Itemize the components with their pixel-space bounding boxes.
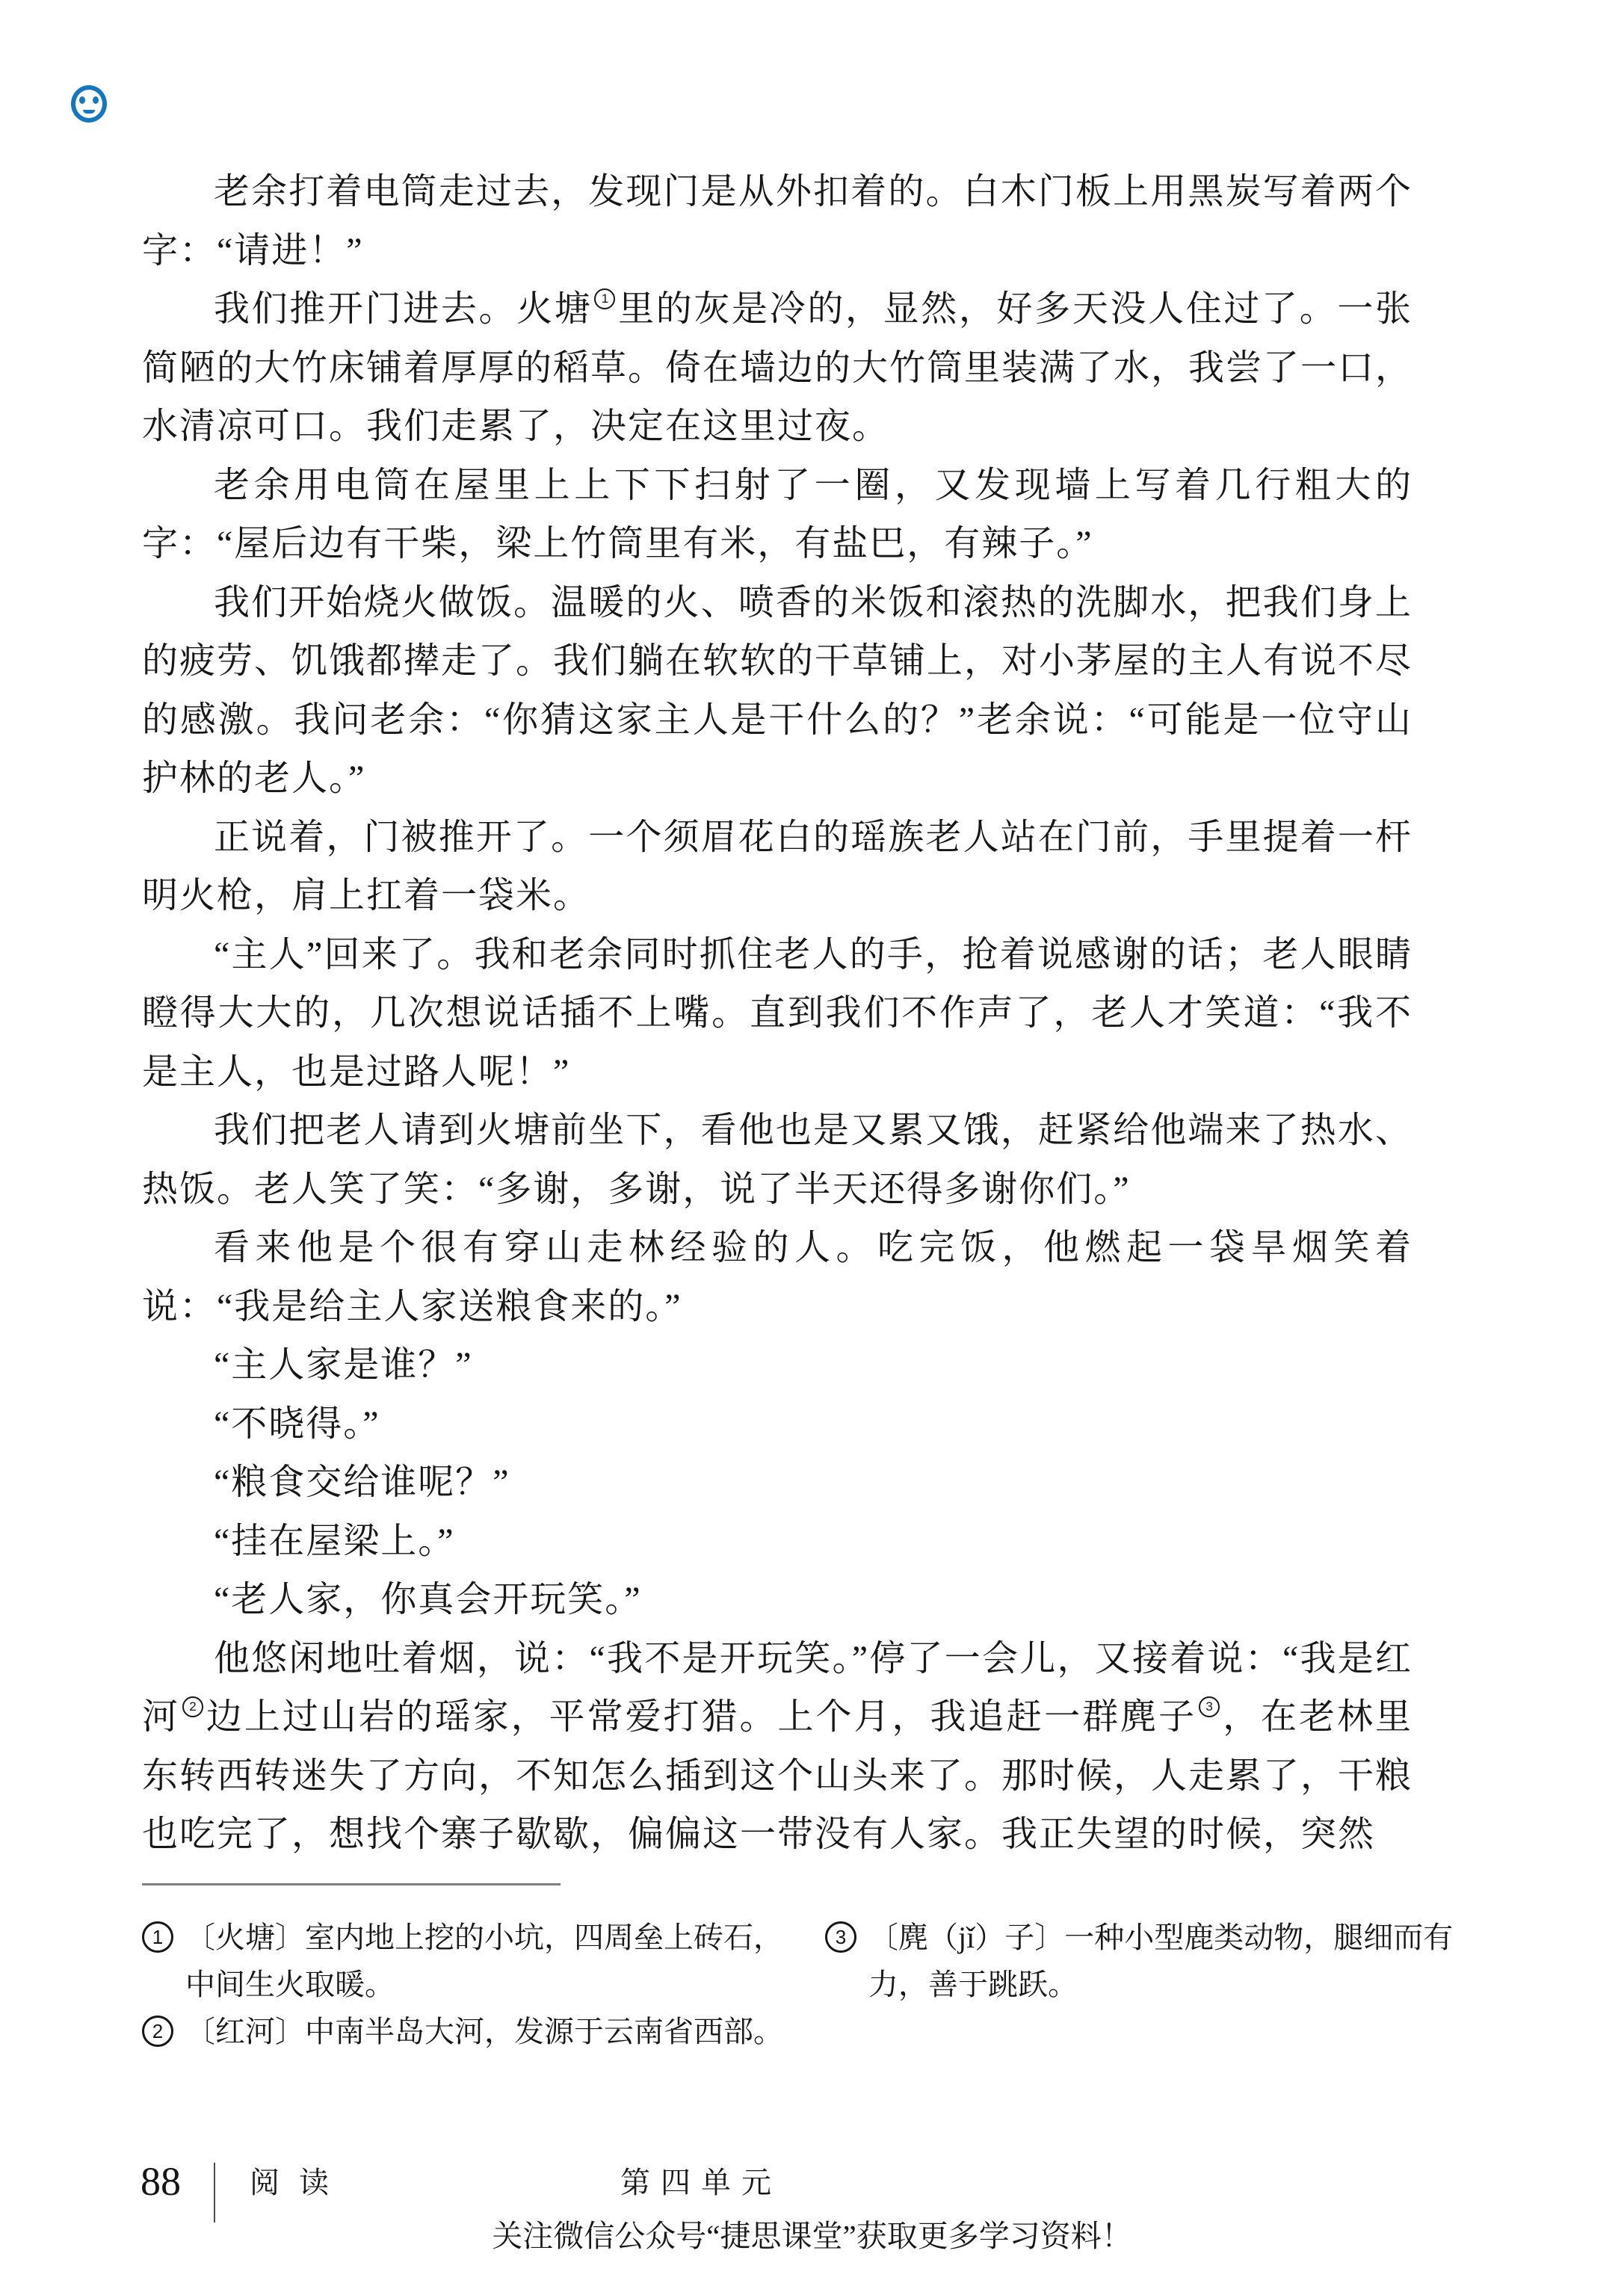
paragraph: 正说着，门被推开了。一个须眉花白的瑶族老人站在门前，手里提着一杆明火枪，肩上扛着一袋米。 (142, 817, 1412, 915)
footnote-item (142, 2008, 783, 2055)
paragraph: 他悠闲地吐着烟，说：“我不是开玩笑。”停了一会儿，又接着说：“我是红河 2 边上过山岩的瑶家，平常爱打猎。上个月，我追赶一群麂子 3 ，在老林里东转西转迷失了方向，不知怎么插到这个山头来了。那时候，人走累了，干粮也吃完了，想找个寨子歇歇，偏偏这一带没有人家。我正失望的时候，突然 (142, 1638, 1413, 1854)
unit-label: 第四单元 (620, 2166, 782, 2199)
smiley-icon (71, 85, 107, 123)
paragraph: “主人家是谁？” (214, 1345, 473, 1385)
section-label: 阅读 (250, 2166, 348, 2199)
paragraphs (142, 163, 1412, 1865)
paragraph: 老余用电筒在屋里上上下下扫射了一圈，又发现墙上写着几行粗大的字：“屋后边有干柴，梁上竹筒里有米，有盐巴，有辣子。” (142, 465, 1412, 563)
smiley-right-eye-icon (93, 96, 99, 104)
page-number: 88 (141, 2159, 181, 2204)
paragraph: 老余打着电筒走过去，发现门是从外扣着的。白木门板上用黑炭写着两个字：“请进！” (142, 172, 1412, 271)
footnote-line: 力，善于跳跃。 (868, 1967, 1078, 2001)
paragraph: “主人”回来了。我和老余同时抓住老人的手，抢着说感谢的话；老人眼睛瞪得大大的，几次想说话插不上嘴。直到我们不作声了，老人才笑道：“我不是主人，也是过路人呢！” (142, 934, 1412, 1092)
paragraph: “不晓得。” (214, 1403, 380, 1444)
body-text (142, 163, 1454, 2055)
footnote-column (825, 1914, 1454, 2055)
paragraph: “挂在屋梁上。” (214, 1521, 455, 1561)
footnote-marker: 2 (142, 2016, 173, 2047)
footnote-marker: 3 (825, 1921, 856, 1953)
footnote-line: 中间生火取暖。 (185, 1967, 395, 2001)
footnote-separator (142, 1883, 561, 1885)
footnote-ref: 1 (594, 288, 615, 309)
smiley-left-eye-icon (79, 96, 85, 104)
footnote-marker: 1 (142, 1921, 173, 1953)
paragraph: “粮食交给谁呢？” (214, 1462, 510, 1502)
footnote-line: 〔火塘〕室内地上挖的小坑，四周垒上砖石， (185, 1920, 783, 1954)
footnote-ref: 2 (182, 1696, 203, 1717)
promo-text: 关注微信公众号“捷思课堂”获取更多学习资料！ (492, 2219, 1132, 2253)
footnote-line: 〔麂（jǐ）子〕一种小型鹿类动物，腿细而有 (868, 1920, 1454, 1954)
paragraph: 我们把老人请到火塘前坐下，看他也是又累又饿，赶紧给他端来了热水、热饭。老人笑了笑：“多谢，多谢，说了半天还得多谢你们。” (142, 1111, 1412, 1209)
footnotes (142, 1914, 1454, 2055)
footnote-column (142, 1914, 783, 2055)
footnote-item (142, 1914, 783, 2008)
footnote-item (825, 1914, 1454, 2008)
paragraph: 看来他是个很有穿山走林经验的人。吃完饭，他燃起一袋旱烟笑着说：“我是给主人家送粮食来的。” (142, 1228, 1412, 1326)
footnote-line: 〔红河〕中南半岛大河，发源于云南省西部。 (185, 2014, 783, 2048)
paragraph: 我们推开门进去。火塘 1 里的灰是冷的，显然，好多天没人住过了。一张简陋的大竹床铺着厚厚的稻草。倚在墙边的大竹筒里装满了水，我尝了一口，水清凉可口。我们走累了，决定在这里过夜。 (142, 289, 1413, 446)
paragraph: “老人家，你真会开玩笑。” (214, 1580, 642, 1619)
smiley-mouth-icon (83, 110, 95, 114)
footer-divider (214, 2163, 215, 2223)
paragraph: 我们开始烧火做饭。温暖的火、喷香的米饭和滚热的洗脚水，把我们身上的疲劳、饥饿都撵走了。我们躺在软软的干草铺上，对小茅屋的主人有说不尽的感激。我问老余：“你猜这家主人是干什么的？”老余说：“可能是一位守山护林的老人。” (142, 582, 1413, 798)
footnote-ref: 3 (1199, 1696, 1220, 1717)
